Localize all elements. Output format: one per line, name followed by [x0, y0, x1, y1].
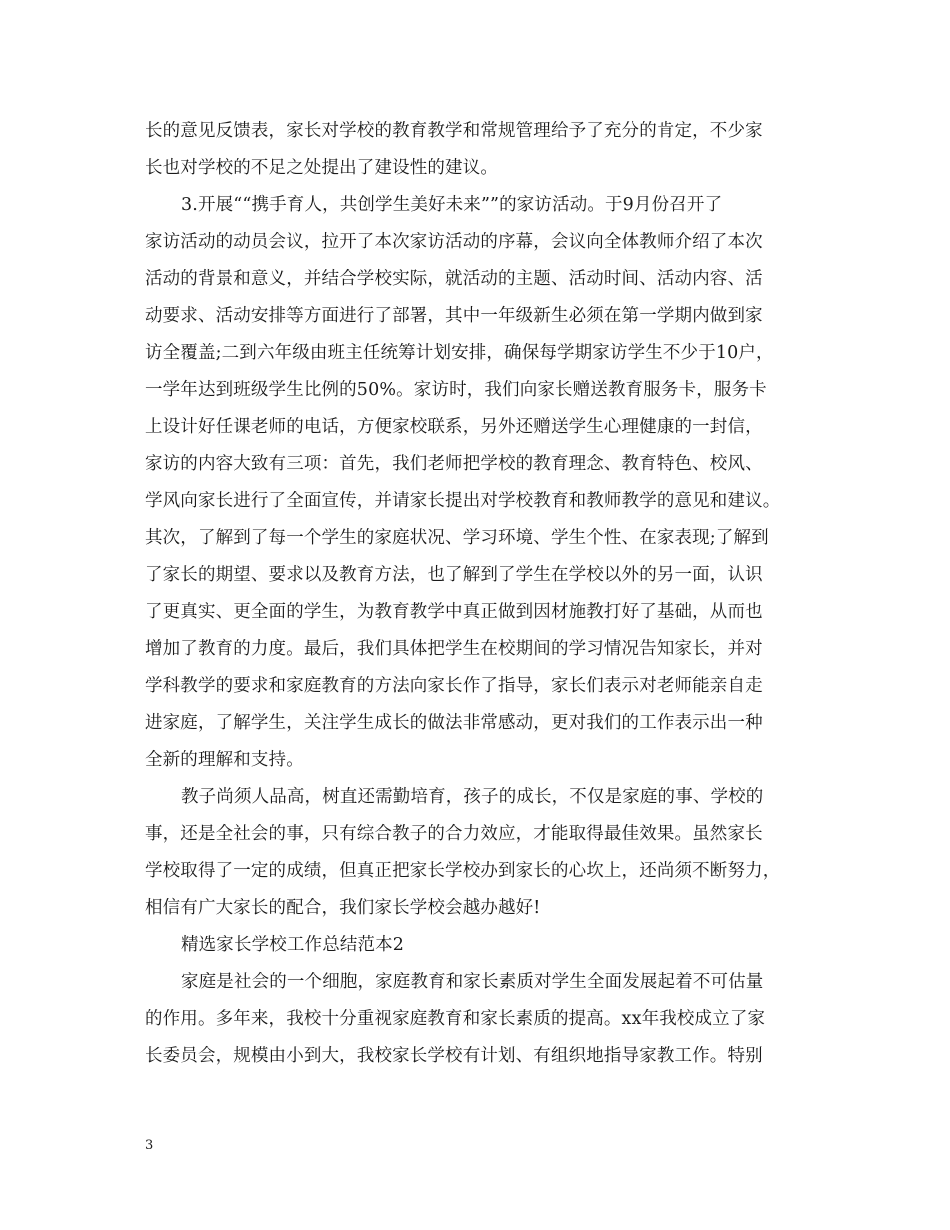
text-line: 动要求、活动安排等方面进行了部署，其中一年级新生必须在第一学期内做到家: [145, 306, 763, 326]
section-heading: 精选家长学校工作总结范本2: [181, 935, 405, 955]
text-line: 全新的理解和支持。: [145, 750, 304, 770]
text-line: 一学年达到班级学生比例的50%。家访时，我们向家长赠送教育服务卡，服务卡: [145, 380, 767, 400]
text-line: 访全覆盖;二到六年级由班主任统筹计划安排，确保每学期家访学生不少于10户，: [145, 343, 774, 363]
text-line: 学科教学的要求和家庭教育的方法向家长作了指导，家长们表示对老师能亲自走: [145, 676, 763, 696]
text-line: 学校取得了一定的成绩，但真正把家长学校办到家长的心坎上，还尚须不断努力，: [145, 861, 781, 881]
text-line: 长的意见反馈表，家长对学校的教育教学和常规管理给予了充分的肯定，不少家: [145, 121, 763, 141]
text-line: 的作用。多年来，我校十分重视家庭教育和家长素质的提高。xx年我校成立了家: [145, 1009, 766, 1029]
text-line: 了家长的期望、要求以及教育方法，也了解到了学生在学校以外的另一面，认识: [145, 565, 763, 585]
text-line: 家庭是社会的一个细胞，家庭教育和家长素质对学生全面发展起着不可估量: [181, 972, 764, 992]
text-line: 家访活动的动员会议，拉开了本次家访活动的序幕，会议向全体教师介绍了本次: [145, 232, 763, 252]
text-line: 其次，了解到了每一个学生的家庭状况、学习环境、学生个性、在家表现;了解到: [145, 528, 769, 548]
text-line: 教子尚须人品高，树直还需勤培育，孩子的成长，不仅是家庭的事、学校的: [181, 787, 764, 807]
text-line: 学风向家长进行了全面宣传，并请家长提出对学校教育和教师教学的意见和建议。: [145, 491, 781, 511]
text-line: 长委员会，规模由小到大，我校家长学校有计划、有组织地指导家教工作。特别: [145, 1046, 763, 1066]
text-line: 增加了教育的力度。最后，我们具体把学生在校期间的学习情况告知家长，并对: [145, 639, 763, 659]
text-line: 相信有广大家长的配合，我们家长学校会越办越好!: [145, 898, 541, 918]
text-line: 活动的背景和意义，并结合学校实际，就活动的主题、活动时间、活动内容、活: [145, 269, 763, 289]
text-line: 事，还是全社会的事，只有综合教子的合力效应，才能取得最佳效果。虽然家长: [145, 824, 763, 844]
text-line: 了更真实、更全面的学生，为教育教学中真正做到因材施教打好了基础，从而也: [145, 602, 763, 622]
text-line: 进家庭，了解学生，关注学生成长的做法非常感动，更对我们的工作表示出一种: [145, 713, 763, 733]
text-line: 上设计好任课老师的电话，方便家校联系，另外还赠送学生心理健康的一封信，: [145, 417, 763, 437]
text-line: 3.开展““携手育人，共创学生美好未来””的家访活动。于9月份召开了: [181, 195, 723, 215]
text-line: 家访的内容大致有三项：首先，我们老师把学校的教育理念、教育特色、校风、: [145, 454, 763, 474]
document-body: [145, 113, 815, 1075]
text-line: 长也对学校的不足之处提出了建设性的建议。: [145, 158, 498, 178]
page-number: 3: [145, 1138, 154, 1153]
